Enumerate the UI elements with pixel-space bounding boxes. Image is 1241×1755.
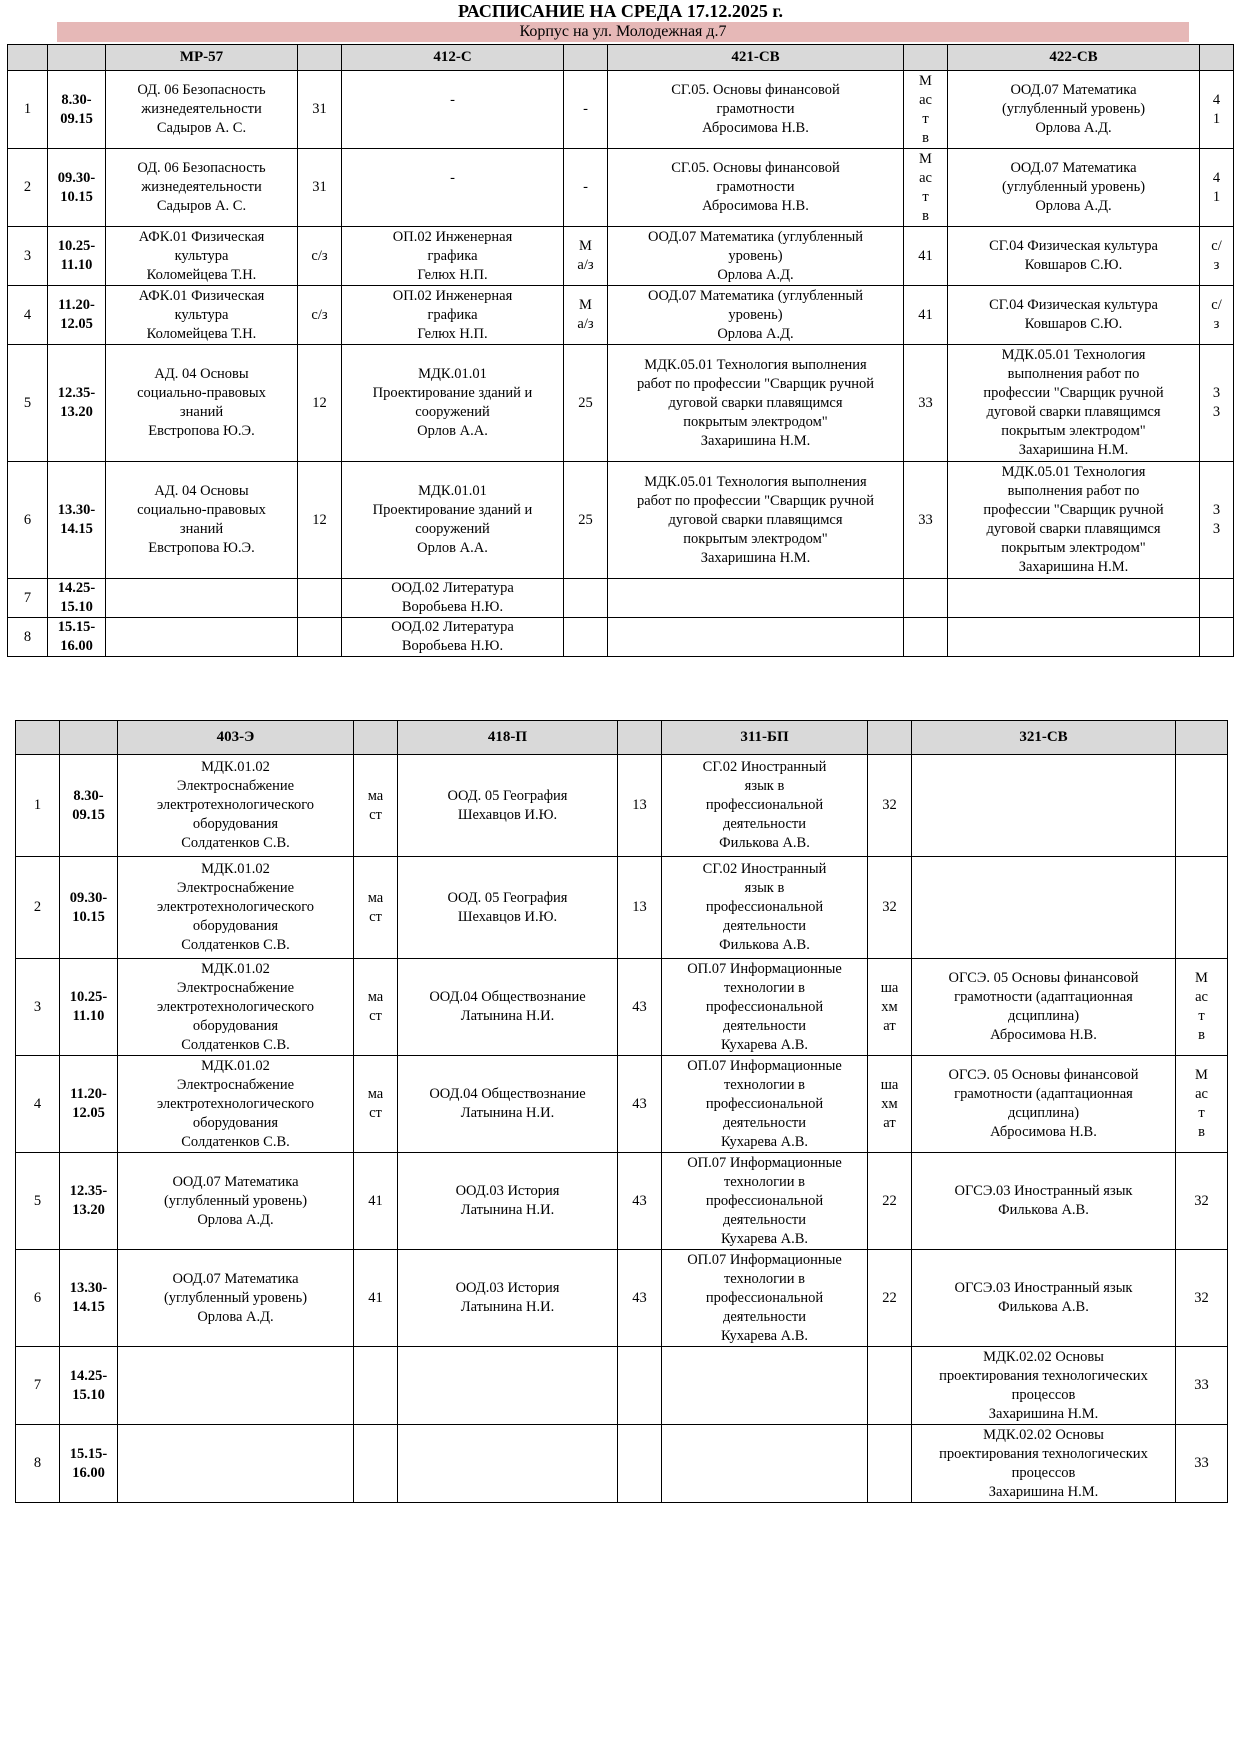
room-cell [904, 579, 948, 618]
subject-cell: ООД. 05 География Шехавцов И.Ю. [398, 857, 618, 959]
table-row [8, 227, 1234, 286]
header-room-cell [354, 721, 398, 755]
room-cell: ма ст [354, 755, 398, 857]
subject-cell: ОГСЭ. 05 Основы финансовой грамотности (адаптационная дсциплина) Абросимова Н.В. [912, 1056, 1176, 1153]
lesson-time: 8.30- 09.15 [48, 71, 106, 149]
table-row [16, 755, 1228, 857]
table-row [16, 959, 1228, 1056]
subject-cell [662, 1425, 868, 1503]
table-row [16, 1250, 1228, 1347]
lesson-number: 6 [8, 462, 48, 579]
room-cell: 13 [618, 755, 662, 857]
table-row [8, 618, 1234, 657]
table-row [8, 286, 1234, 345]
table-row [16, 1425, 1228, 1503]
group-header: МР-57 [106, 45, 298, 71]
lesson-number: 3 [8, 227, 48, 286]
group-header: 412-С [342, 45, 564, 71]
room-cell: М а/з [564, 227, 608, 286]
schedule-table-1 [7, 44, 1234, 657]
schedule-table-2 [15, 720, 1228, 1503]
subject-cell: ООД. 05 География Шехавцов И.Ю. [398, 755, 618, 857]
subject-cell: АД. 04 Основы социально-правовых знаний Евстропова Ю.Э. [106, 345, 298, 462]
lesson-time: 15.15- 16.00 [60, 1425, 118, 1503]
room-cell: 3 3 [1200, 345, 1234, 462]
header-room-cell [564, 45, 608, 71]
subject-cell: ОП.07 Информационные технологии в профессиональной деятельности Кухарева А.В. [662, 1056, 868, 1153]
group-header: 311-БП [662, 721, 868, 755]
room-cell: - [564, 71, 608, 149]
subject-cell: ООД.07 Математика (углубленный уровень) Орлова А.Д. [608, 286, 904, 345]
lesson-time: 14.25- 15.10 [60, 1347, 118, 1425]
room-cell: 32 [868, 755, 912, 857]
group-header: 421-СВ [608, 45, 904, 71]
room-cell: 43 [618, 1250, 662, 1347]
room-cell: 25 [564, 345, 608, 462]
group-header: 321-СВ [912, 721, 1176, 755]
subject-cell: ОП.02 Инженерная графика Гелюх Н.П. [342, 227, 564, 286]
lesson-time: 15.15- 16.00 [48, 618, 106, 657]
room-cell: М ас т в [1176, 959, 1228, 1056]
subject-cell [948, 579, 1200, 618]
subject-cell [912, 857, 1176, 959]
lesson-number: 2 [8, 149, 48, 227]
subject-cell: ОГСЭ. 05 Основы финансовой грамотности (адаптационная дсциплина) Абросимова Н.В. [912, 959, 1176, 1056]
room-cell: М а/з [564, 286, 608, 345]
table-row [8, 579, 1234, 618]
subject-cell: МДК.01.02 Электроснабжение электротехнологического оборудования Солдатенков С.В. [118, 755, 354, 857]
room-cell: 43 [618, 959, 662, 1056]
header-row [8, 45, 1234, 71]
subject-cell: МДК.01.01 Проектирование зданий и сооружений Орлов А.А. [342, 462, 564, 579]
room-cell: с/ з [1200, 286, 1234, 345]
lesson-number: 4 [16, 1056, 60, 1153]
room-cell: 22 [868, 1250, 912, 1347]
room-cell [618, 1425, 662, 1503]
header-num-cell [16, 721, 60, 755]
subject-cell [912, 755, 1176, 857]
room-cell: ша хм ат [868, 959, 912, 1056]
subject-cell: ОД. 06 Безопасность жизнедеятельности Садыров А. С. [106, 71, 298, 149]
room-cell: 41 [904, 286, 948, 345]
subject-cell: ООД.02 Литература Воробьева Н.Ю. [342, 579, 564, 618]
header-room-cell [904, 45, 948, 71]
subject-cell: ООД.04 Обществознание Латынина Н.И. [398, 959, 618, 1056]
building-subtitle: Корпус на ул. Молодежная д.7 [57, 22, 1189, 42]
table-row [16, 1153, 1228, 1250]
room-cell: 13 [618, 857, 662, 959]
subject-cell: ОП.02 Инженерная графика Гелюх Н.П. [342, 286, 564, 345]
table-row [8, 345, 1234, 462]
subject-cell: АФК.01 Физическая культура Коломейцева Т.Н. [106, 227, 298, 286]
room-cell: 4 1 [1200, 149, 1234, 227]
page-title: РАСПИСАНИЕ НА СРЕДА 17.12.2025 г. [458, 1, 783, 21]
subject-cell: ООД.03 История Латынина Н.И. [398, 1153, 618, 1250]
lesson-time: 14.25- 15.10 [48, 579, 106, 618]
room-cell: с/з [298, 227, 342, 286]
lesson-number: 5 [8, 345, 48, 462]
subject-cell: ОГСЭ.03 Иностранный язык Филькова А.В. [912, 1250, 1176, 1347]
subject-cell: СГ.02 Иностранный язык в профессиональной деятельности Филькова А.В. [662, 857, 868, 959]
header-time-cell [48, 45, 106, 71]
subject-cell [106, 618, 298, 657]
room-cell: М ас т в [904, 149, 948, 227]
subject-cell [398, 1347, 618, 1425]
room-cell: 41 [354, 1250, 398, 1347]
subject-cell [398, 1425, 618, 1503]
room-cell [868, 1347, 912, 1425]
header-room-cell [1200, 45, 1234, 71]
subject-cell: МДК.05.01 Технология выполнения работ по профессии "Сварщик ручной дуговой сварки плавящимся покрытым электродом" Захаришина Н.М. [608, 345, 904, 462]
subject-cell: МДК.05.01 Технология выполнения работ по профессии "Сварщик ручной дуговой сварки плавящимся покрытым электродом" Захаришина Н.М. [948, 345, 1200, 462]
room-cell [618, 1347, 662, 1425]
subject-cell [608, 618, 904, 657]
subject-cell: ООД.03 История Латынина Н.И. [398, 1250, 618, 1347]
room-cell: ма ст [354, 959, 398, 1056]
lesson-number: 3 [16, 959, 60, 1056]
subject-cell [948, 618, 1200, 657]
subject-cell: СГ.04 Физическая культура Ковшаров С.Ю. [948, 286, 1200, 345]
subject-cell: ООД.04 Обществознание Латынина Н.И. [398, 1056, 618, 1153]
room-cell [354, 1347, 398, 1425]
lesson-number: 6 [16, 1250, 60, 1347]
subject-cell [608, 579, 904, 618]
room-cell [904, 618, 948, 657]
lesson-time: 11.20- 12.05 [48, 286, 106, 345]
room-cell [1176, 857, 1228, 959]
lesson-time: 09.30- 10.15 [60, 857, 118, 959]
header-room-cell [868, 721, 912, 755]
lesson-time: 13.30- 14.15 [60, 1250, 118, 1347]
subject-cell: ОП.07 Информационные технологии в профессиональной деятельности Кухарева А.В. [662, 1153, 868, 1250]
room-cell: 12 [298, 462, 342, 579]
lesson-number: 1 [16, 755, 60, 857]
room-cell: 3 3 [1200, 462, 1234, 579]
room-cell: М ас т в [1176, 1056, 1228, 1153]
lesson-time: 8.30- 09.15 [60, 755, 118, 857]
room-cell: - [564, 149, 608, 227]
subject-cell: МДК.01.01 Проектирование зданий и сооружений Орлов А.А. [342, 345, 564, 462]
lesson-time: 12.35- 13.20 [60, 1153, 118, 1250]
lesson-time: 10.25- 11.10 [60, 959, 118, 1056]
group-header: 422-СВ [948, 45, 1200, 71]
header-row [16, 721, 1228, 755]
table-row [8, 149, 1234, 227]
room-cell: 43 [618, 1153, 662, 1250]
lesson-number: 5 [16, 1153, 60, 1250]
header-room-cell [298, 45, 342, 71]
subject-cell: МДК.02.02 Основы проектирования технологических процессов Захаришина Н.М. [912, 1347, 1176, 1425]
header-room-cell [618, 721, 662, 755]
subject-cell: АД. 04 Основы социально-правовых знаний Евстропова Ю.Э. [106, 462, 298, 579]
room-cell: 43 [618, 1056, 662, 1153]
subject-cell: ООД.07 Математика (углубленный уровень) Орлова А.Д. [118, 1250, 354, 1347]
room-cell: 33 [1176, 1425, 1228, 1503]
room-cell: 41 [904, 227, 948, 286]
lesson-number: 7 [8, 579, 48, 618]
subject-cell: МДК.05.01 Технология выполнения работ по профессии "Сварщик ручной дуговой сварки плавящимся покрытым электродом" Захаришина Н.М. [948, 462, 1200, 579]
subject-cell: ОД. 06 Безопасность жизнедеятельности Садыров А. С. [106, 149, 298, 227]
room-cell [1176, 755, 1228, 857]
subject-cell: СГ.05. Основы финансовой грамотности Абросимова Н.В. [608, 149, 904, 227]
subject-cell: МДК.05.01 Технология выполнения работ по профессии "Сварщик ручной дуговой сварки плавящимся покрытым электродом" Захаришина Н.М. [608, 462, 904, 579]
table-row [16, 857, 1228, 959]
subject-cell: ООД.07 Математика (углубленный уровень) Орлова А.Д. [118, 1153, 354, 1250]
subject-cell [662, 1347, 868, 1425]
room-cell: 41 [354, 1153, 398, 1250]
room-cell: с/з [298, 286, 342, 345]
subject-cell: МДК.01.02 Электроснабжение электротехнологического оборудования Солдатенков С.В. [118, 857, 354, 959]
room-cell: 25 [564, 462, 608, 579]
lesson-time: 11.20- 12.05 [60, 1056, 118, 1153]
table-row [8, 71, 1234, 149]
room-cell [868, 1425, 912, 1503]
room-cell: ша хм ат [868, 1056, 912, 1153]
subject-cell: МДК.02.02 Основы проектирования технологических процессов Захаришина Н.М. [912, 1425, 1176, 1503]
lesson-number: 8 [16, 1425, 60, 1503]
subject-cell: СГ.05. Основы финансовой грамотности Абросимова Н.В. [608, 71, 904, 149]
room-cell: 32 [1176, 1153, 1228, 1250]
subject-cell: СГ.02 Иностранный язык в профессиональной деятельности Филькова А.В. [662, 755, 868, 857]
subject-cell: - [342, 71, 564, 149]
room-cell: М ас т в [904, 71, 948, 149]
room-cell: 33 [1176, 1347, 1228, 1425]
table-row [16, 1056, 1228, 1153]
room-cell [298, 618, 342, 657]
subject-cell: ОП.07 Информационные технологии в профессиональной деятельности Кухарева А.В. [662, 1250, 868, 1347]
lesson-number: 2 [16, 857, 60, 959]
subject-cell: ООД.07 Математика (углубленный уровень) Орлова А.Д. [608, 227, 904, 286]
room-cell: 31 [298, 149, 342, 227]
lesson-time: 10.25- 11.10 [48, 227, 106, 286]
group-header: 418-П [398, 721, 618, 755]
room-cell: 32 [868, 857, 912, 959]
group-header: 403-Э [118, 721, 354, 755]
subject-cell [118, 1425, 354, 1503]
room-cell [1200, 618, 1234, 657]
room-cell: ма ст [354, 1056, 398, 1153]
room-cell: 32 [1176, 1250, 1228, 1347]
room-cell [564, 579, 608, 618]
room-cell: ма ст [354, 857, 398, 959]
header-room-cell [1176, 721, 1228, 755]
lesson-number: 8 [8, 618, 48, 657]
room-cell: 4 1 [1200, 71, 1234, 149]
subject-cell: ООД.07 Математика (углубленный уровень) Орлова А.Д. [948, 149, 1200, 227]
lesson-number: 1 [8, 71, 48, 149]
room-cell: с/ з [1200, 227, 1234, 286]
subject-cell: ОГСЭ.03 Иностранный язык Филькова А.В. [912, 1153, 1176, 1250]
room-cell: 31 [298, 71, 342, 149]
room-cell [298, 579, 342, 618]
room-cell: 22 [868, 1153, 912, 1250]
room-cell: 33 [904, 462, 948, 579]
lesson-time: 09.30- 10.15 [48, 149, 106, 227]
subject-cell: МДК.01.02 Электроснабжение электротехнологического оборудования Солдатенков С.В. [118, 1056, 354, 1153]
subject-cell: ООД.02 Литература Воробьева Н.Ю. [342, 618, 564, 657]
header-num-cell [8, 45, 48, 71]
subject-cell: ООД.07 Математика (углубленный уровень) Орлова А.Д. [948, 71, 1200, 149]
room-cell [354, 1425, 398, 1503]
room-cell [564, 618, 608, 657]
room-cell [1200, 579, 1234, 618]
table-row [8, 462, 1234, 579]
room-cell: 33 [904, 345, 948, 462]
subject-cell: - [342, 149, 564, 227]
lesson-time: 12.35- 13.20 [48, 345, 106, 462]
lesson-number: 4 [8, 286, 48, 345]
lesson-time: 13.30- 14.15 [48, 462, 106, 579]
subject-cell [118, 1347, 354, 1425]
room-cell: 12 [298, 345, 342, 462]
subject-cell: СГ.04 Физическая культура Ковшаров С.Ю. [948, 227, 1200, 286]
subject-cell: МДК.01.02 Электроснабжение электротехнологического оборудования Солдатенков С.В. [118, 959, 354, 1056]
header-time-cell [60, 721, 118, 755]
lesson-number: 7 [16, 1347, 60, 1425]
subject-cell [106, 579, 298, 618]
table-row [16, 1347, 1228, 1425]
subject-cell: ОП.07 Информационные технологии в профессиональной деятельности Кухарева А.В. [662, 959, 868, 1056]
subject-cell: АФК.01 Физическая культура Коломейцева Т.Н. [106, 286, 298, 345]
